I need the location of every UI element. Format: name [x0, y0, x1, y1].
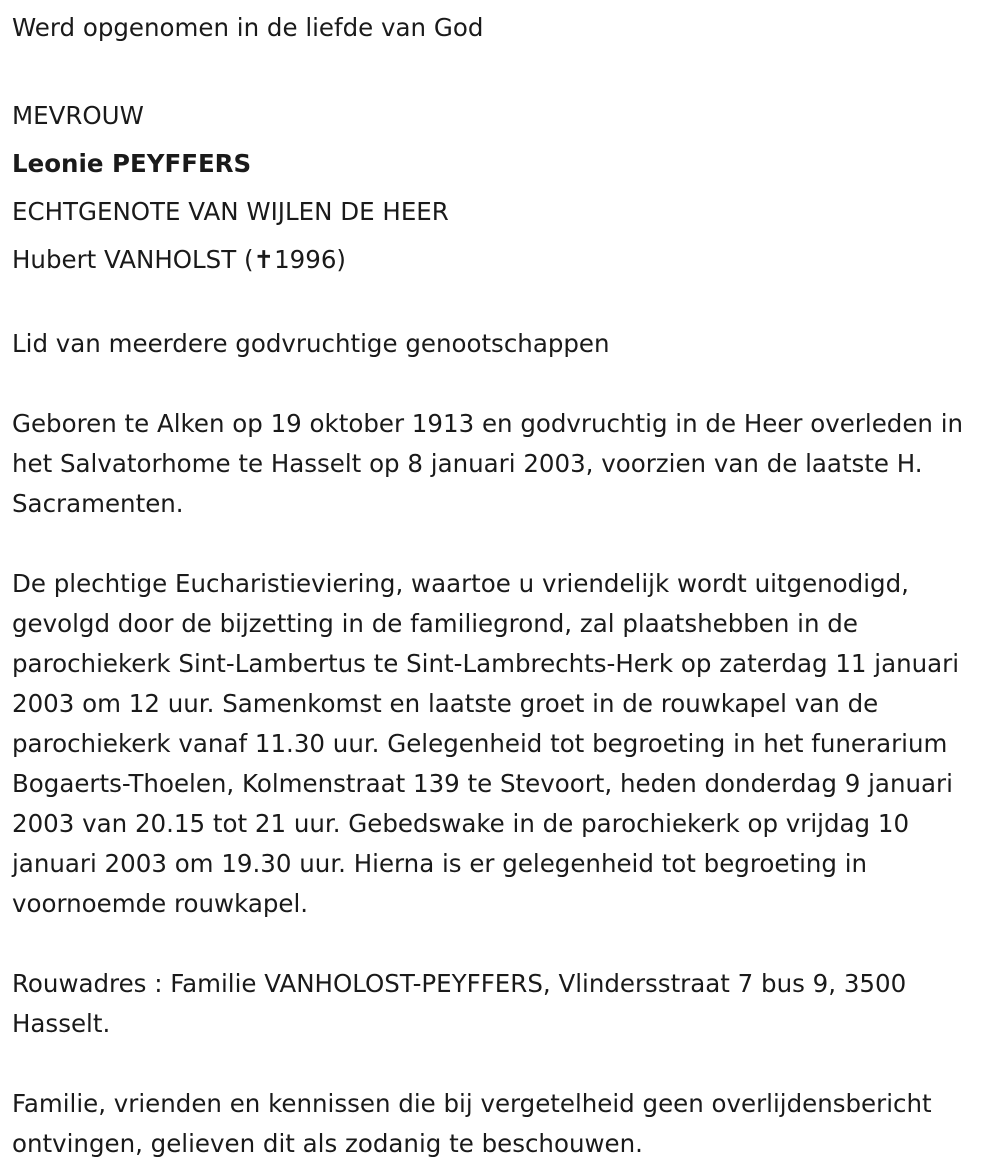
spacer: [12, 284, 988, 324]
title-line: MEVROUW: [12, 101, 144, 130]
ceremony-paragraph: De plechtige Eucharistieviering, waartoe u vriendelijk wordt uitgenodigd, gevolgd door de bijzetting in de familiegrond, zal plaatshebben in de parochiekerk Sint-Lambertus te Sint-Lambrechts-Herk op zaterdag 11 januari 2003 om 12 uur. Samenkomst en laatste groet in de rouwkapel van de parochiekerk vanaf 11.30 uur. Gelegenheid tot begroeting in het funerarium Bogaerts-Thoelen, Kolmenstraat 139 te Stevoort, heden donderdag 9 januari 2003 van 20.15 tot 21 uur. Gebedswake in de parochiekerk op vrijdag 10 januari 2003 om 19.30 uur. Hierna is er gelegenheid tot begroeting in voornoemde rouwkapel.: [12, 569, 960, 918]
opening-line: Werd opgenomen in de liefde van God: [12, 13, 484, 42]
closing-paragraph: Familie, vrienden en kennissen die bij vergetelheid geen overlijdensbericht ontvingen, gelieven dit als zodanig te beschouwen.: [12, 1089, 932, 1158]
spacer: [12, 1044, 988, 1084]
spouse-line: ECHTGENOTE VAN WIJLEN DE HEER: [12, 197, 449, 226]
birth-death-paragraph: Geboren te Alken op 19 oktober 1913 en godvruchtig in de Heer overleden in het Salvatorhome te Hasselt op 8 januari 2003, voorzien van de laatste H. Sacramenten.: [12, 409, 964, 518]
deceased-header: [12, 92, 988, 284]
spouse-name: Hubert VANHOLST (✝1996): [12, 245, 346, 274]
spacer: [12, 524, 988, 564]
address-paragraph: Rouwadres : Familie VANHOLOST-PEYFFERS, Vlindersstraat 7 bus 9, 3500 Hasselt.: [12, 969, 907, 1038]
spacer: [12, 924, 988, 964]
spacer: [12, 364, 988, 404]
membership-paragraph: Lid van meerdere godvruchtige genootschappen: [12, 329, 610, 358]
spacer: [12, 48, 988, 88]
deceased-name: Leonie PEYFFERS: [12, 149, 252, 178]
